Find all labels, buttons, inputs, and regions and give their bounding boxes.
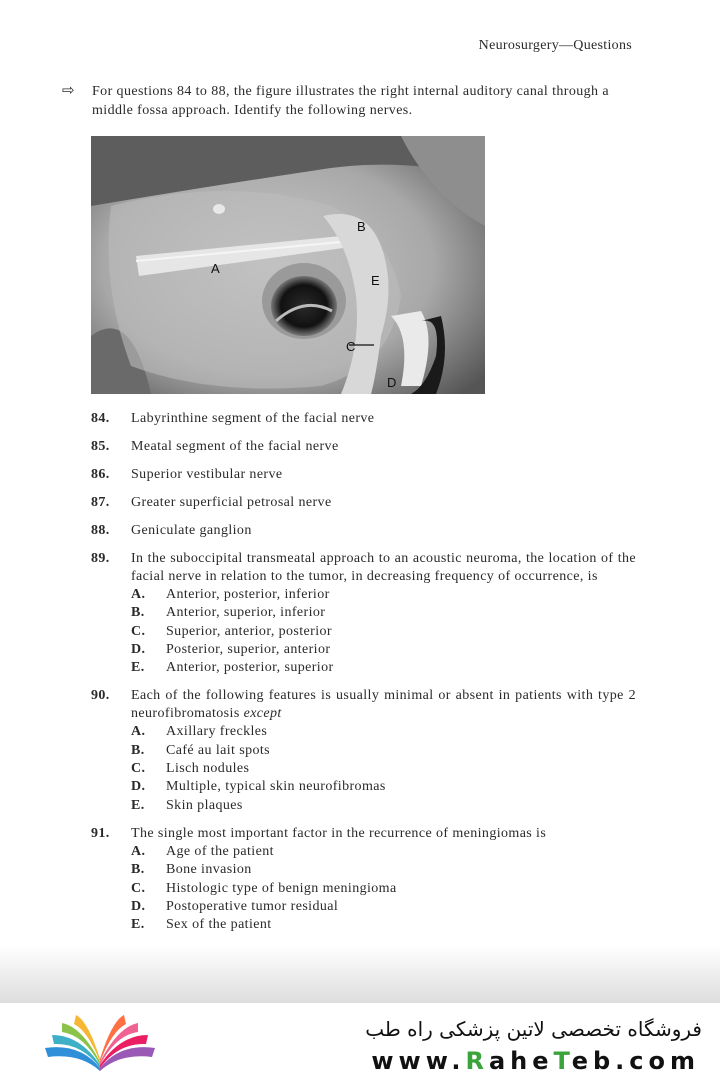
answer-options: [131, 586, 636, 677]
question-number: 87.: [91, 495, 110, 510]
option-c: C. Superior, anterior, posterior: [131, 623, 332, 639]
figure-label-c: C: [346, 339, 356, 354]
figure-label-e: E: [371, 273, 380, 288]
figure-label-d: D: [387, 375, 397, 390]
answer-options: [131, 843, 636, 934]
question-text: Greater superficial petrosal nerve: [131, 495, 332, 510]
question-list: [91, 410, 636, 944]
option-a: A. Age of the patient: [131, 843, 274, 859]
question-number: 90.: [91, 688, 110, 704]
option-c: C. Histologic type of benign meningioma: [131, 880, 397, 896]
question-text: Labyrinthine segment of the facial nerve: [131, 411, 375, 426]
question-number: 85.: [91, 439, 110, 454]
question-text: Superior vestibular nerve: [131, 467, 283, 482]
question-90: [91, 687, 636, 814]
figure-label-b: B: [357, 219, 366, 234]
figure-label-a: A: [211, 261, 220, 276]
question-number: 86.: [91, 467, 110, 482]
question-number: 91.: [91, 825, 110, 841]
anatomy-figure: [91, 136, 485, 394]
option-b: B. Bone invasion: [131, 862, 252, 878]
question-intro: [62, 82, 642, 120]
option-d: D. Posterior, superior, anterior: [131, 641, 331, 657]
question-87: [91, 494, 636, 512]
question-84: [91, 410, 636, 428]
option-e: E. Anterior, posterior, superior: [131, 660, 334, 676]
store-name: فروشگاه تخصصی لاتین پزشکی راه طب: [365, 1017, 702, 1041]
question-number: 84.: [91, 411, 110, 426]
question-88: [91, 522, 636, 540]
option-a: A. Anterior, posterior, inferior: [131, 587, 330, 602]
store-url[interactable]: www.RaheTeb.com: [371, 1047, 700, 1075]
question-text: The single most important factor in the recurrence of meningiomas is: [131, 825, 547, 841]
question-text: Each of the following features is usually minimal or absent in patients with type 2 neurofibromatosis except: [131, 688, 636, 722]
footer-banner: [0, 1003, 720, 1080]
option-e: E. Sex of the patient: [131, 917, 272, 933]
question-number: 88.: [91, 523, 110, 538]
question-text: In the suboccipital transmeatal approach to an acoustic neuroma, the location of the facial nerve in relation to the tumor, in decreasing frequency of occurrence, is: [131, 551, 636, 584]
surgical-photo: [91, 136, 485, 394]
question-85: [91, 438, 636, 456]
option-d: D. Postoperative tumor residual: [131, 898, 339, 914]
question-86: [91, 466, 636, 484]
book-logo-icon: [40, 1013, 160, 1073]
question-text: Meatal segment of the facial nerve: [131, 439, 339, 454]
question-91: [91, 825, 636, 934]
option-e: E. Skin plaques: [131, 797, 243, 813]
option-b: B. Anterior, superior, inferior: [131, 605, 326, 621]
option-b: B. Café au lait spots: [131, 742, 271, 758]
page-bottom-shadow: [0, 945, 720, 1005]
page-header: Neurosurgery—Questions: [478, 38, 632, 53]
option-c: C. Lisch nodules: [131, 761, 250, 777]
question-number: 89.: [91, 551, 110, 566]
answer-options: [131, 723, 636, 814]
question-text: Geniculate ganglion: [131, 523, 252, 538]
arrow-icon: ⇨: [62, 81, 75, 99]
option-d: D. Multiple, typical skin neurofibromas: [131, 779, 386, 795]
question-89: [91, 550, 636, 677]
option-a: A. Axillary freckles: [131, 724, 268, 740]
intro-text: For questions 84 to 88, the figure illustrates the right internal auditory canal through a middle fossa approach. Identify the following nerves.: [92, 84, 609, 118]
